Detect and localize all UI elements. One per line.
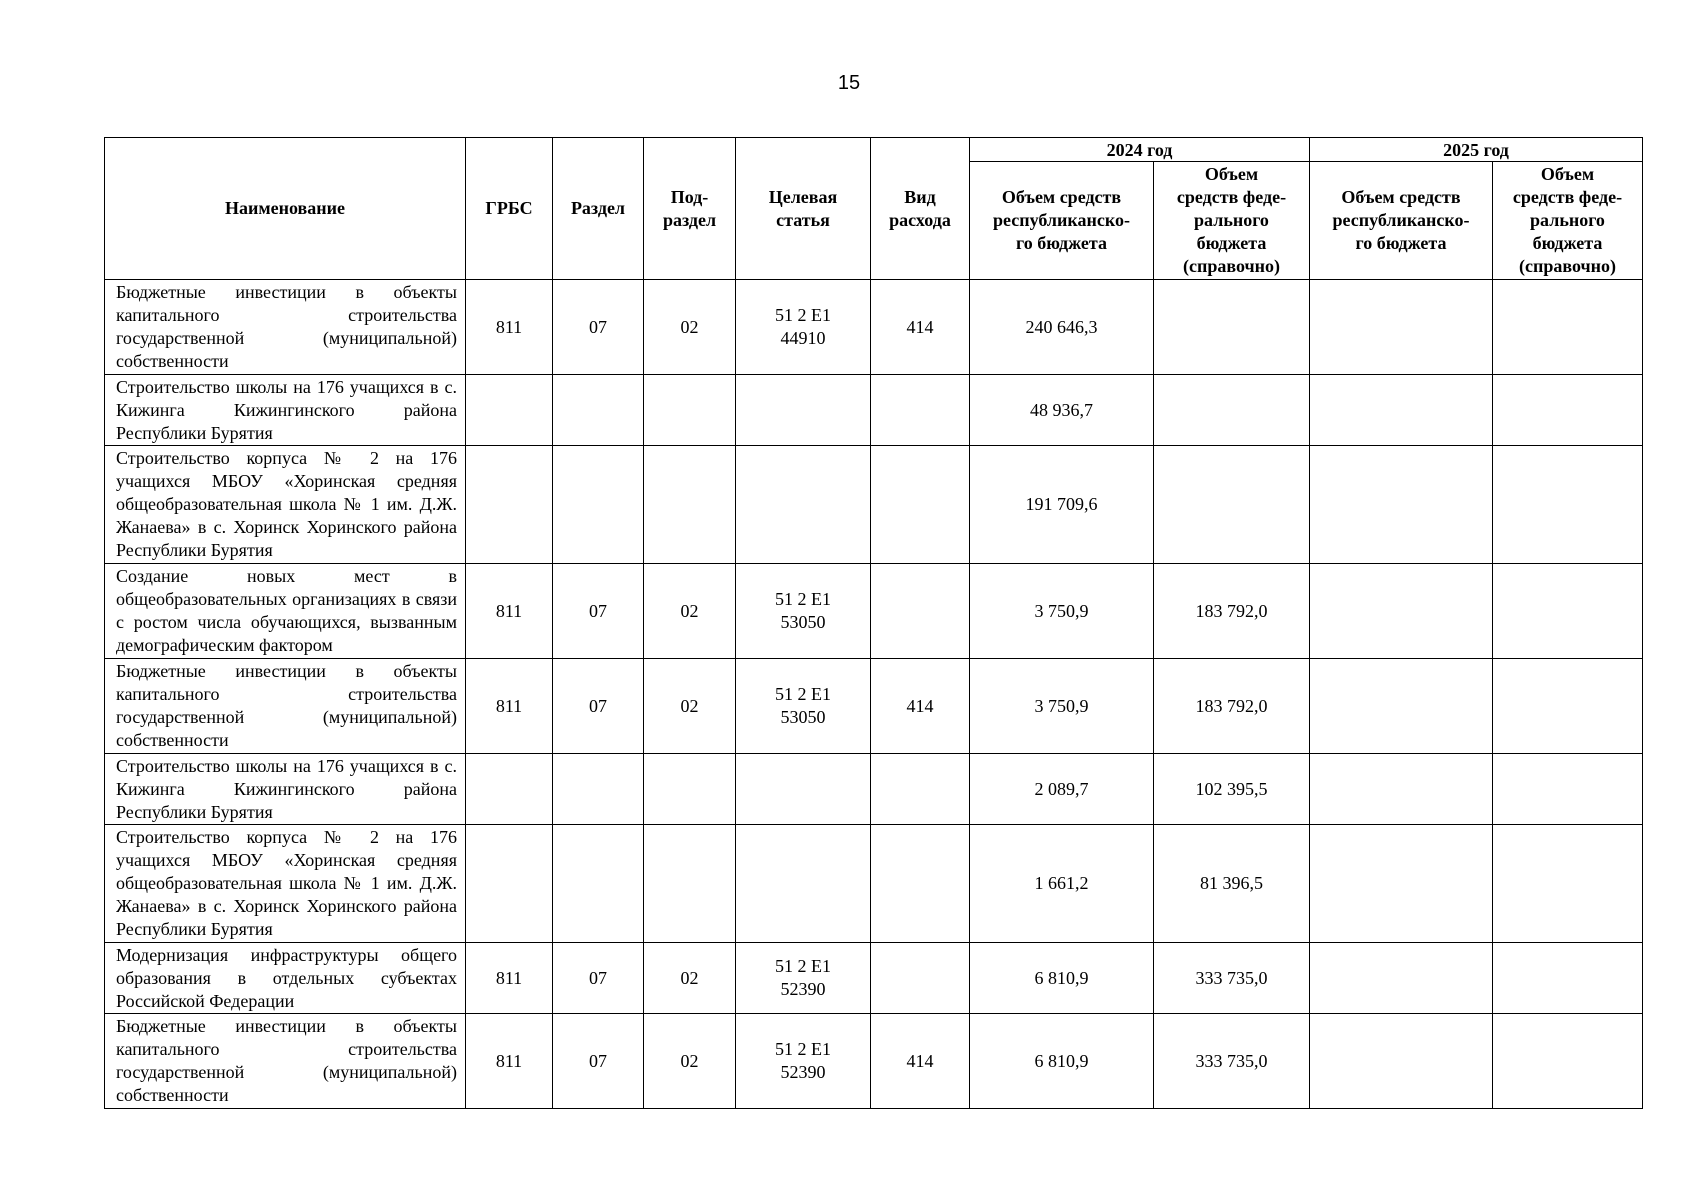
- cell-subsection: [644, 825, 736, 943]
- cell-grbs: [466, 825, 553, 943]
- cell-republic-budget-2024: 240 646,3: [970, 280, 1154, 375]
- cell-federal-budget-2025: [1493, 754, 1643, 825]
- header-federal-budget-2025: Объем средств феде- рального бюджета (справочно): [1493, 162, 1643, 280]
- cell-republic-budget-2025: [1310, 825, 1493, 943]
- cell-target-item: 51 2 Е1 52390: [736, 1014, 871, 1109]
- cell-expense-type: [871, 564, 970, 659]
- table-row: [105, 1014, 1643, 1109]
- cell-target-item: 51 2 Е1 52390: [736, 943, 871, 1014]
- cell-republic-budget-2024: 6 810,9: [970, 943, 1154, 1014]
- cell-republic-budget-2025: [1310, 659, 1493, 754]
- cell-federal-budget-2024: [1154, 375, 1310, 446]
- header-grbs: ГРБС: [466, 138, 553, 280]
- cell-expense-type: 414: [871, 659, 970, 754]
- cell-section: 07: [553, 280, 644, 375]
- cell-republic-budget-2024: 3 750,9: [970, 659, 1154, 754]
- cell-grbs: 811: [466, 659, 553, 754]
- cell-expense-type: [871, 754, 970, 825]
- header-year-2024: 2024 год: [970, 138, 1310, 162]
- cell-name: Строительство школы на 176 учащихся в с. Кижинга Кижингинского района Республики Бурятия: [105, 375, 466, 446]
- cell-subsection: 02: [644, 943, 736, 1014]
- table-row: [105, 564, 1643, 659]
- page-number: 15: [837, 72, 861, 94]
- table-row: [105, 659, 1643, 754]
- cell-grbs: 811: [466, 1014, 553, 1109]
- cell-federal-budget-2025: [1493, 446, 1643, 564]
- cell-name: Строительство корпуса № 2 на 176 учащихся МБОУ «Хоринская средняя общеобразовательная школа № 1 им. Д.Ж. Жанаева» в с. Хоринск Хоринского района Республики Бурятия: [105, 825, 466, 943]
- cell-subsection: [644, 375, 736, 446]
- cell-subsection: 02: [644, 564, 736, 659]
- cell-republic-budget-2024: 2 089,7: [970, 754, 1154, 825]
- cell-federal-budget-2025: [1493, 825, 1643, 943]
- header-section: Раздел: [553, 138, 644, 280]
- cell-republic-budget-2025: [1310, 446, 1493, 564]
- cell-federal-budget-2024: 333 735,0: [1154, 1014, 1310, 1109]
- cell-grbs: [466, 754, 553, 825]
- cell-republic-budget-2025: [1310, 754, 1493, 825]
- cell-republic-budget-2025: [1310, 1014, 1493, 1109]
- cell-federal-budget-2024: 183 792,0: [1154, 564, 1310, 659]
- cell-section: 07: [553, 564, 644, 659]
- cell-grbs: [466, 446, 553, 564]
- cell-expense-type: [871, 825, 970, 943]
- cell-section: [553, 754, 644, 825]
- header-target-item: Целевая статья: [736, 138, 871, 280]
- cell-republic-budget-2025: [1310, 280, 1493, 375]
- cell-subsection: [644, 754, 736, 825]
- header-republic-budget-2024: Объем средств республиканско- го бюджета: [970, 162, 1154, 280]
- cell-name: Строительство школы на 176 учащихся в с. Кижинга Кижингинского района Республики Бурятия: [105, 754, 466, 825]
- cell-federal-budget-2025: [1493, 280, 1643, 375]
- budget-table: [104, 137, 1643, 1109]
- header-republic-budget-2025: Объем средств республиканско- го бюджета: [1310, 162, 1493, 280]
- cell-section: [553, 825, 644, 943]
- cell-expense-type: 414: [871, 1014, 970, 1109]
- cell-target-item: 51 2 Е1 44910: [736, 280, 871, 375]
- cell-subsection: 02: [644, 280, 736, 375]
- table-row: [105, 754, 1643, 825]
- cell-expense-type: [871, 446, 970, 564]
- cell-section: 07: [553, 1014, 644, 1109]
- table-row: [105, 446, 1643, 564]
- cell-name: Бюджетные инвестиции в объекты капитального строительства государственной (муниципальной) собственности: [105, 659, 466, 754]
- cell-name: Модернизация инфраструктуры общего образования в отдельных субъектах Российской Федерации: [105, 943, 466, 1014]
- cell-federal-budget-2025: [1493, 659, 1643, 754]
- table-body: [105, 280, 1643, 1109]
- cell-subsection: 02: [644, 1014, 736, 1109]
- cell-federal-budget-2025: [1493, 943, 1643, 1014]
- cell-subsection: [644, 446, 736, 564]
- cell-expense-type: 414: [871, 280, 970, 375]
- cell-target-item: [736, 754, 871, 825]
- cell-federal-budget-2025: [1493, 564, 1643, 659]
- cell-federal-budget-2024: 81 396,5: [1154, 825, 1310, 943]
- header-federal-budget-2024: Объем средств феде- рального бюджета (справочно): [1154, 162, 1310, 280]
- cell-subsection: 02: [644, 659, 736, 754]
- cell-federal-budget-2024: [1154, 280, 1310, 375]
- cell-republic-budget-2025: [1310, 943, 1493, 1014]
- cell-target-item: 51 2 Е1 53050: [736, 564, 871, 659]
- cell-republic-budget-2024: 3 750,9: [970, 564, 1154, 659]
- cell-republic-budget-2024: 48 936,7: [970, 375, 1154, 446]
- table-row: [105, 825, 1643, 943]
- cell-expense-type: [871, 375, 970, 446]
- table-row: [105, 943, 1643, 1014]
- cell-expense-type: [871, 943, 970, 1014]
- cell-federal-budget-2024: [1154, 446, 1310, 564]
- cell-section: [553, 375, 644, 446]
- cell-republic-budget-2025: [1310, 564, 1493, 659]
- cell-section: [553, 446, 644, 564]
- cell-name: Строительство корпуса № 2 на 176 учащихся МБОУ «Хоринская средняя общеобразовательная школа № 1 им. Д.Ж. Жанаева» в с. Хоринск Хоринского района Республики Бурятия: [105, 446, 466, 564]
- header-subsection: Под- раздел: [644, 138, 736, 280]
- cell-grbs: 811: [466, 943, 553, 1014]
- header-expense-type: Вид расхода: [871, 138, 970, 280]
- table-row: [105, 375, 1643, 446]
- cell-target-item: [736, 446, 871, 564]
- header-year-2025: 2025 год: [1310, 138, 1643, 162]
- cell-section: 07: [553, 659, 644, 754]
- cell-republic-budget-2024: 1 661,2: [970, 825, 1154, 943]
- table-row: [105, 280, 1643, 375]
- cell-section: 07: [553, 943, 644, 1014]
- cell-name: Создание новых мест в общеобразовательных организациях в связи с ростом числа обучающихся, вызванным демографическим фактором: [105, 564, 466, 659]
- cell-grbs: [466, 375, 553, 446]
- cell-name: Бюджетные инвестиции в объекты капитального строительства государственной (муниципальной) собственности: [105, 280, 466, 375]
- cell-federal-budget-2025: [1493, 1014, 1643, 1109]
- cell-federal-budget-2024: 333 735,0: [1154, 943, 1310, 1014]
- cell-republic-budget-2025: [1310, 375, 1493, 446]
- cell-republic-budget-2024: 6 810,9: [970, 1014, 1154, 1109]
- cell-target-item: 51 2 Е1 53050: [736, 659, 871, 754]
- cell-federal-budget-2024: 102 395,5: [1154, 754, 1310, 825]
- cell-grbs: 811: [466, 564, 553, 659]
- cell-grbs: 811: [466, 280, 553, 375]
- header-name: Наименование: [105, 138, 466, 280]
- cell-target-item: [736, 375, 871, 446]
- cell-target-item: [736, 825, 871, 943]
- cell-federal-budget-2025: [1493, 375, 1643, 446]
- cell-name: Бюджетные инвестиции в объекты капитального строительства государственной (муниципальной) собственности: [105, 1014, 466, 1109]
- cell-federal-budget-2024: 183 792,0: [1154, 659, 1310, 754]
- cell-republic-budget-2024: 191 709,6: [970, 446, 1154, 564]
